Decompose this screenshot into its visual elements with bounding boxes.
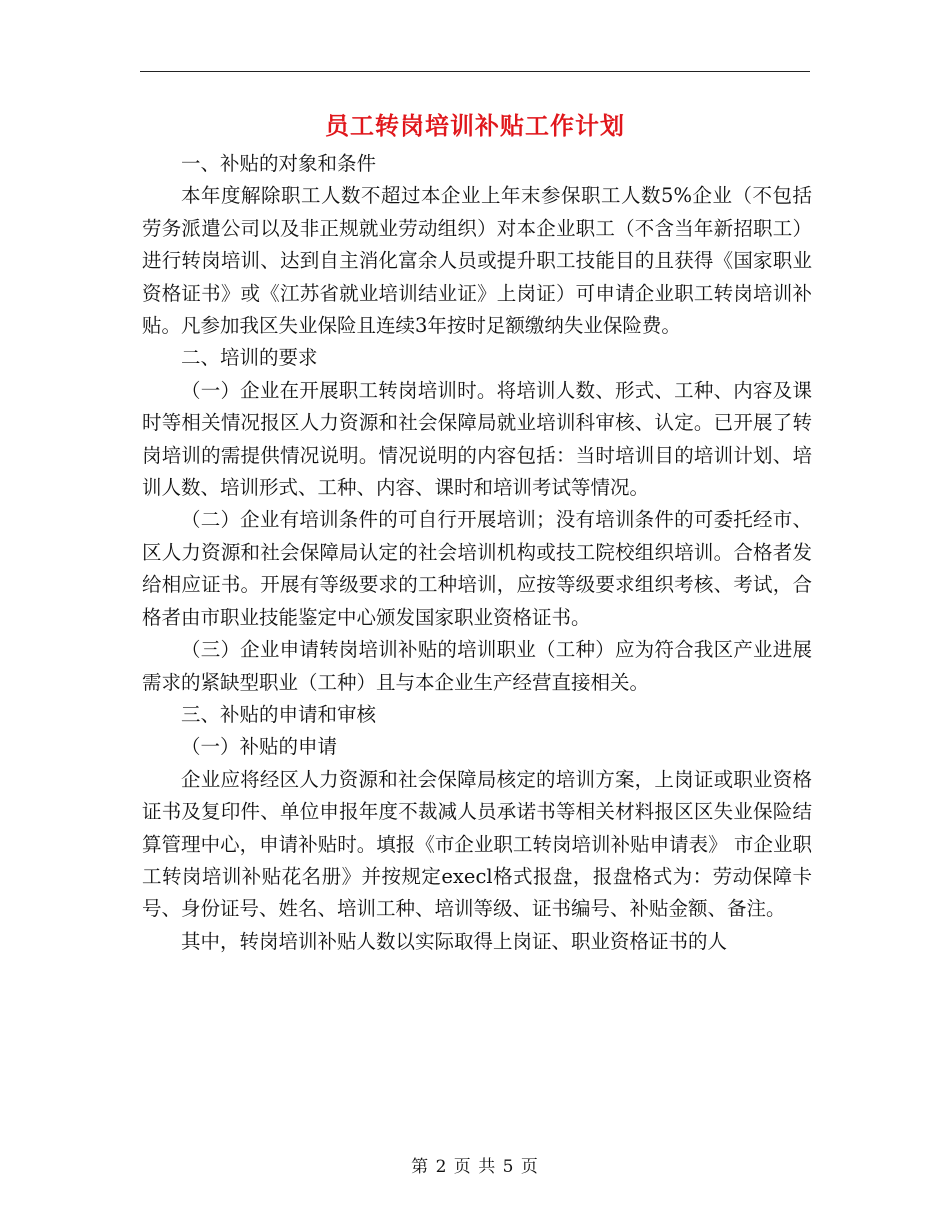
document-body	[142, 148, 812, 958]
document-title: 员工转岗培训补贴工作计划	[325, 111, 625, 140]
paragraph: （二）企业有培训条件的可自行开展培训；没有培训条件的可委托经市、区人力资源和社会保障局认定的社会培训机构或技工院校组织培训。合格者发给相应证书。开展有等级要求的工种培训，应按等级要求组织考核、考试，合格者由市职业技能鉴定中心颁发国家职业资格证书。	[142, 508, 812, 629]
paragraph: 其中，转岗培训补贴人数以实际取得上岗证、职业资格证书的人	[181, 929, 728, 953]
paragraph: 企业应将经区人力资源和社会保障局核定的培训方案，上岗证或职业资格证书及复印件、单位申报年度不裁减人员承诺书等相关材料报区区失业保险结算管理中心，申请补贴时。填报《市企业职工转岗培训补贴申请表》 市企业职工转岗培训补贴花名册》并按规定execl格式报盘，报盘格式为：劳动保障卡号、身份证号、姓名、培训工种、培训等级、证书编号、补贴金额、备注。	[142, 767, 812, 921]
paragraph: （三）企业申请转岗培训补贴的培训职业（工种）应为符合我区产业进展需求的紧缺型职业（工种）且与本企业生产经营直接相关。	[142, 638, 812, 694]
subsection-heading: （一）补贴的申请	[181, 735, 338, 759]
header-rule	[140, 71, 810, 72]
section-heading: 一、补贴的对象和条件	[181, 152, 377, 175]
paragraph: （一）企业在开展职工转岗培训时。将培训人数、形式、工种、内容及课时等相关情况报区人力资源和社会保障局就业培训科审核、认定。已开展了转岗培训的需提供情况说明。情况说明的内容包括：当时培训目的培训计划、培训人数、培训形式、工种、内容、课时和培训考试等情况。	[142, 378, 812, 500]
paragraph: 本年度解除职工人数不超过本企业上年末参保职工人数5%企业（不包括劳务派遣公司以及非正规就业劳动组织）对本企业职工（不含当年新招职工）进行转岗培训、达到自主消化富余人员或提升职工技能目的且获得《国家职业资格证书》或《江苏省就业培训结业证》上岗证）可申请企业职工转岗培训补贴。凡参加我区失业保险且连续3年按时足额缴纳失业保险费。	[142, 184, 812, 338]
page-number-footer: 第 2 页 共 5 页	[411, 1157, 539, 1177]
section-heading: 三、补贴的申请和审核	[181, 702, 377, 726]
section-heading: 二、培训的要求	[181, 346, 318, 370]
